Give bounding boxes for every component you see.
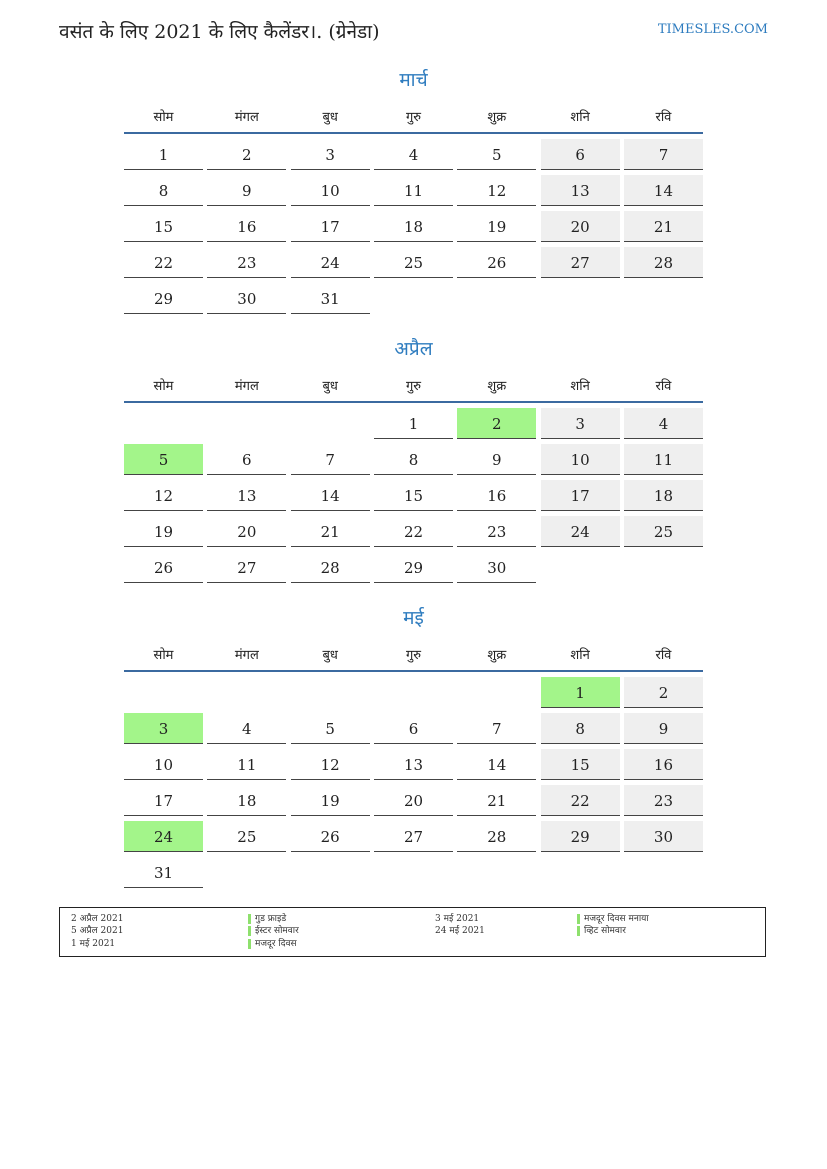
- legend-date: 5 अप्रैल 2021: [71, 926, 124, 936]
- day-cell: 30: [624, 821, 703, 852]
- weekday-label: गुरु: [405, 379, 422, 394]
- weekday-label: शुक्र: [487, 110, 507, 125]
- day-cell: 3: [541, 408, 620, 439]
- day-cell: 23: [207, 247, 286, 278]
- empty-cell: [124, 677, 203, 708]
- weekday-label: शनि: [570, 648, 590, 663]
- holiday-legend: [59, 907, 766, 957]
- day-cell: 24: [541, 516, 620, 547]
- month-name: मार्च: [399, 69, 428, 91]
- day-cell: 2: [457, 408, 536, 439]
- day-cell: 7: [457, 713, 536, 744]
- day-cell: 17: [124, 785, 203, 816]
- day-cell: 25: [624, 516, 703, 547]
- week-row: [124, 749, 703, 785]
- weekday-label: शनि: [570, 379, 590, 394]
- day-cell: 6: [374, 713, 453, 744]
- day-cell: 13: [541, 175, 620, 206]
- legend-holiday: [577, 925, 626, 937]
- empty-cell: [457, 283, 536, 314]
- day-cell: 26: [291, 821, 370, 852]
- day-cell: 14: [291, 480, 370, 511]
- empty-cell: [207, 408, 286, 439]
- weekday-label: सोम: [153, 379, 174, 394]
- legend-date: 1 मई 2021: [71, 939, 116, 949]
- week-row: [124, 552, 703, 588]
- empty-cell: [624, 552, 703, 583]
- empty-cell: [124, 408, 203, 439]
- day-cell: 6: [207, 444, 286, 475]
- day-cell: 21: [291, 516, 370, 547]
- week-row: [124, 857, 703, 893]
- day-cell: 31: [291, 283, 370, 314]
- weekday-label: रवि: [655, 379, 672, 394]
- day-cell: 15: [541, 749, 620, 780]
- weekday-header: [124, 95, 703, 134]
- day-cell: 8: [374, 444, 453, 475]
- day-cell: 26: [124, 552, 203, 583]
- weekday-label: बुध: [322, 379, 338, 394]
- legend-date: 3 मई 2021: [435, 914, 480, 924]
- day-cell: 5: [457, 139, 536, 170]
- day-cell: 29: [124, 283, 203, 314]
- week-row: [124, 821, 703, 857]
- day-cell: 11: [624, 444, 703, 475]
- day-cell: 14: [624, 175, 703, 206]
- legend-holiday-name: मजदूर दिवस: [255, 939, 297, 949]
- empty-cell: [624, 283, 703, 314]
- day-cell: 5: [291, 713, 370, 744]
- week-row: [124, 785, 703, 821]
- day-cell: 12: [124, 480, 203, 511]
- day-cell: 4: [624, 408, 703, 439]
- day-cell: 25: [207, 821, 286, 852]
- day-cell: 17: [541, 480, 620, 511]
- week-row: [124, 247, 703, 283]
- holiday-color-swatch: [248, 926, 251, 936]
- week-row: [124, 516, 703, 552]
- week-row: [124, 677, 703, 713]
- week-row: [124, 283, 703, 319]
- holiday-color-swatch: [577, 914, 580, 924]
- day-cell: 18: [207, 785, 286, 816]
- empty-cell: [207, 677, 286, 708]
- day-cell: 13: [207, 480, 286, 511]
- weekday-label: मंगल: [234, 110, 259, 125]
- day-cell: 25: [374, 247, 453, 278]
- weekday-label: सोम: [153, 110, 174, 125]
- empty-cell: [457, 677, 536, 708]
- day-cell: 29: [374, 552, 453, 583]
- day-cell: 22: [374, 516, 453, 547]
- weekday-label: शनि: [570, 110, 590, 125]
- weekday-label: गुरु: [405, 648, 422, 663]
- day-cell: 20: [541, 211, 620, 242]
- empty-cell: [374, 677, 453, 708]
- legend-date: 24 मई 2021: [435, 926, 485, 936]
- day-cell: 10: [291, 175, 370, 206]
- day-cell: 1: [374, 408, 453, 439]
- day-cell: 12: [457, 175, 536, 206]
- day-cell: 17: [291, 211, 370, 242]
- day-cell: 15: [374, 480, 453, 511]
- day-cell: 3: [291, 139, 370, 170]
- week-row: [124, 139, 703, 175]
- empty-cell: [374, 857, 453, 888]
- empty-cell: [291, 677, 370, 708]
- day-cell: 5: [124, 444, 203, 475]
- legend-holiday: [577, 913, 649, 925]
- day-cell: 8: [124, 175, 203, 206]
- day-cell: 20: [374, 785, 453, 816]
- month-name: मई: [403, 607, 424, 629]
- day-cell: 9: [624, 713, 703, 744]
- holiday-color-swatch: [577, 926, 580, 936]
- day-cell: 27: [207, 552, 286, 583]
- week-row: [124, 480, 703, 516]
- holiday-color-swatch: [248, 914, 251, 924]
- day-cell: 2: [624, 677, 703, 708]
- legend-holiday-name: गुड फ्राइडे: [255, 914, 287, 924]
- day-cell: 16: [457, 480, 536, 511]
- day-cell: 8: [541, 713, 620, 744]
- day-cell: 22: [124, 247, 203, 278]
- day-cell: 20: [207, 516, 286, 547]
- weekday-label: रवि: [655, 110, 672, 125]
- weekday-label: बुध: [322, 648, 338, 663]
- day-cell: 2: [207, 139, 286, 170]
- day-cell: 6: [541, 139, 620, 170]
- weekday-label: शुक्र: [487, 648, 507, 663]
- day-cell: 27: [541, 247, 620, 278]
- day-cell: 14: [457, 749, 536, 780]
- legend-holiday-name: ईस्टर सोमवार: [255, 926, 299, 936]
- day-cell: 13: [374, 749, 453, 780]
- day-cell: 4: [374, 139, 453, 170]
- weekday-label: मंगल: [234, 648, 259, 663]
- legend-holiday: [248, 913, 286, 925]
- day-cell: 18: [624, 480, 703, 511]
- legend-holiday-name: मजदूर दिवस मनाया: [584, 914, 649, 924]
- day-cell: 19: [457, 211, 536, 242]
- day-cell: 29: [541, 821, 620, 852]
- day-cell: 16: [624, 749, 703, 780]
- weekday-label: शुक्र: [487, 379, 507, 394]
- site-link[interactable]: TIMESLES.COM: [657, 22, 768, 37]
- day-cell: 23: [624, 785, 703, 816]
- legend-holiday-name: व्हिट सोमवार: [584, 926, 626, 936]
- weekday-label: रवि: [655, 648, 672, 663]
- month-block: [124, 65, 703, 319]
- holiday-color-swatch: [248, 939, 251, 949]
- empty-cell: [541, 552, 620, 583]
- page-title: वसंत के लिए 2021 के लिए कैलेंडर।. (ग्रेनेडा): [59, 21, 380, 43]
- day-cell: 9: [207, 175, 286, 206]
- day-cell: 16: [207, 211, 286, 242]
- day-cell: 19: [124, 516, 203, 547]
- day-cell: 4: [207, 713, 286, 744]
- day-cell: 21: [457, 785, 536, 816]
- month-block: [124, 603, 703, 893]
- weekday-label: बुध: [322, 110, 338, 125]
- empty-cell: [374, 283, 453, 314]
- day-cell: 22: [541, 785, 620, 816]
- day-cell: 28: [291, 552, 370, 583]
- weekday-header: [124, 364, 703, 403]
- empty-cell: [541, 857, 620, 888]
- day-cell: 18: [374, 211, 453, 242]
- day-cell: 23: [457, 516, 536, 547]
- day-cell: 24: [291, 247, 370, 278]
- empty-cell: [541, 283, 620, 314]
- empty-cell: [291, 408, 370, 439]
- day-cell: 9: [457, 444, 536, 475]
- day-cell: 11: [207, 749, 286, 780]
- day-cell: 31: [124, 857, 203, 888]
- day-cell: 28: [624, 247, 703, 278]
- day-cell: 7: [291, 444, 370, 475]
- day-cell: 12: [291, 749, 370, 780]
- weekday-label: सोम: [153, 648, 174, 663]
- day-cell: 3: [124, 713, 203, 744]
- month-name: अप्रैल: [394, 338, 433, 360]
- month-block: [124, 334, 703, 588]
- day-cell: 30: [207, 283, 286, 314]
- day-cell: 1: [541, 677, 620, 708]
- day-cell: 28: [457, 821, 536, 852]
- day-cell: 24: [124, 821, 203, 852]
- legend-date: 2 अप्रैल 2021: [71, 914, 124, 924]
- weekday-label: गुरु: [405, 110, 422, 125]
- day-cell: 10: [124, 749, 203, 780]
- day-cell: 27: [374, 821, 453, 852]
- empty-cell: [624, 857, 703, 888]
- week-row: [124, 444, 703, 480]
- legend-holiday: [248, 938, 297, 950]
- day-cell: 15: [124, 211, 203, 242]
- empty-cell: [291, 857, 370, 888]
- week-row: [124, 211, 703, 247]
- weekday-header: [124, 633, 703, 672]
- week-row: [124, 408, 703, 444]
- legend-holiday: [248, 925, 299, 937]
- day-cell: 19: [291, 785, 370, 816]
- day-cell: 7: [624, 139, 703, 170]
- day-cell: 1: [124, 139, 203, 170]
- weekday-label: मंगल: [234, 379, 259, 394]
- day-cell: 21: [624, 211, 703, 242]
- week-row: [124, 713, 703, 749]
- empty-cell: [207, 857, 286, 888]
- empty-cell: [457, 857, 536, 888]
- day-cell: 11: [374, 175, 453, 206]
- day-cell: 10: [541, 444, 620, 475]
- day-cell: 30: [457, 552, 536, 583]
- week-row: [124, 175, 703, 211]
- day-cell: 26: [457, 247, 536, 278]
